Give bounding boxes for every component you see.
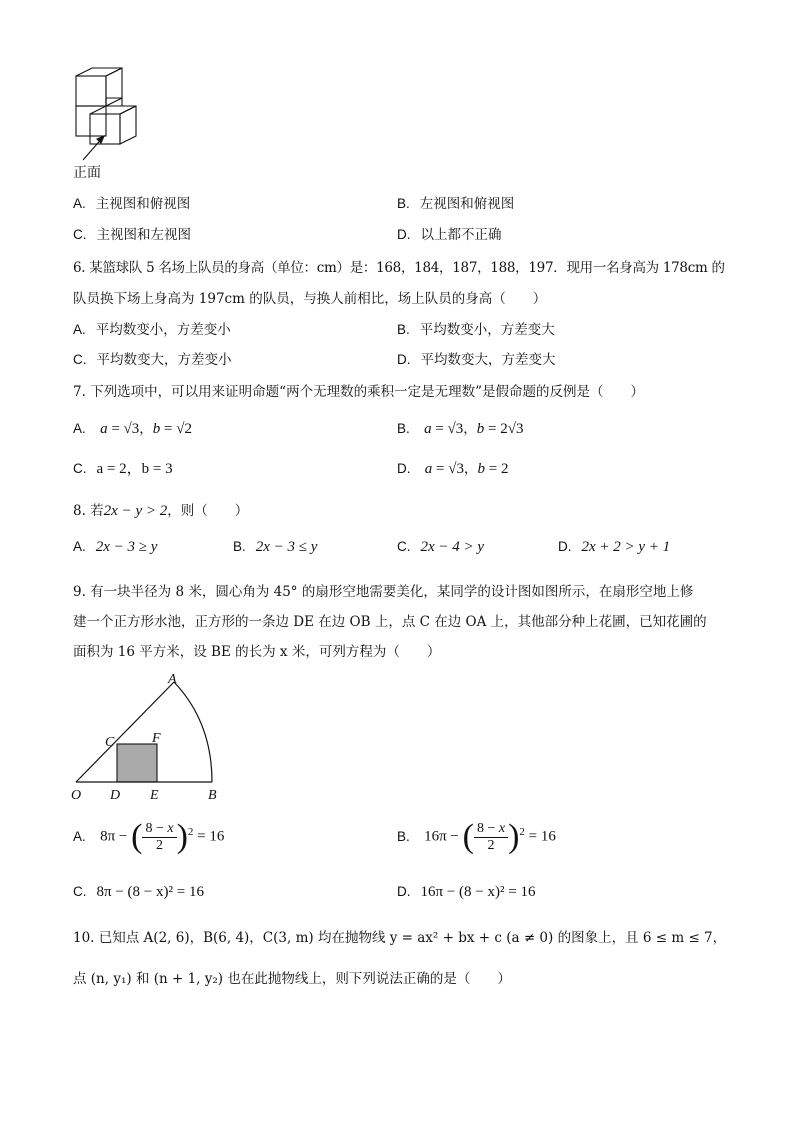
q9-option-d: D. 16π − (8 − x)² = 16 <box>397 884 536 900</box>
q8-option-a: A. 2x − 3 ≥ y <box>73 539 158 555</box>
q9-option-b: B. 16π − ( $\frac{8 - x}{2}$ )$^2$ = 16 <box>397 818 556 855</box>
q8-option-c: C. 2x − 4 > y <box>397 539 485 555</box>
q6-option-d: D. 平均数变大，方差变大 <box>397 352 556 368</box>
q8-stem: 8. 若2x − y > 2，则（ ） <box>73 503 249 519</box>
q6-option-c: C. 平均数变大，方差变小 <box>73 352 232 368</box>
q5-option-c: C. 主视图和左视图 <box>73 227 191 243</box>
q9-option-a: A. 8π − ( $\frac{8 - x}{2}$ )$^2$ = 16 <box>73 818 225 855</box>
q5-option-a: A. 主视图和俯视图 <box>73 196 191 212</box>
q5-option-b: B. 左视图和俯视图 <box>397 196 515 212</box>
q7-option-d: D. a = √3，b = 2 <box>397 461 509 477</box>
q8-option-d: D. 2x + 2 > y + 1 <box>558 539 671 555</box>
pond-square <box>117 744 157 782</box>
q5-option-d: D. 以上都不正确 <box>397 227 502 243</box>
q10-stem-line1: 10. 已知点 A(2, 6)，B(6, 4)，C(3, m) 均在抛物线 y = ax² + bx + c (a ≠ 0) 的图象上，且 6 ≤ m ≤ 7， <box>73 930 727 946</box>
q7-option-b: B. a = √3，b = 2√3 <box>397 421 524 437</box>
cube-figure <box>70 64 160 164</box>
label-d: D <box>110 788 121 803</box>
q9-stem-line1: 9. 有一块半径为 8 米，圆心角为 45° 的扇形空地需要美化，某同学的设计图如图所示，在扇形空地上修 <box>73 584 694 600</box>
q9-option-c: C. 8π − (8 − x)² = 16 <box>73 884 204 900</box>
q7-option-c: C. a = 2，b = 3 <box>73 461 173 477</box>
label-c: C <box>105 735 115 750</box>
q6-stem-line1: 6. 某篮球队 5 名场上队员的身高（单位：cm）是：168，184，187，188，197．现用一名身高为 178cm 的 <box>73 260 725 276</box>
sector-figure <box>66 670 226 806</box>
label-a: A <box>168 672 177 687</box>
label-b: B <box>208 788 217 803</box>
q9-stem-line2: 建一个正方形水池，正方形的一条边 DE 在边 OB 上，点 C 在边 OA 上，其他部分种上花圃，已知花圃的 <box>73 614 707 630</box>
label-o: O <box>71 788 82 803</box>
q7-stem: 7. 下列选项中，可以用来证明命题“两个无理数的乘积一定是无理数”是假命题的反例是（ ） <box>73 384 644 400</box>
q6-stem-line2: 队员换下场上身高为 197cm 的队员，与换人前相比，场上队员的身高（ ） <box>73 291 547 307</box>
q9-stem-line3: 面积为 16 平方米，设 BE 的长为 x 米，可列方程为（ ） <box>73 644 441 660</box>
label-e: E <box>150 788 159 803</box>
q10-stem-line2: 点 (n, y₁) 和 (n + 1, y₂) 也在此抛物线上，则下列说法正确的是（ ） <box>73 971 511 987</box>
q7-option-a: A. a = √3，b = √2 <box>73 421 192 437</box>
q6-option-a: A. 平均数变小，方差变小 <box>73 322 231 338</box>
front-label: 正面 <box>73 165 101 181</box>
q8-option-b: B. 2x − 3 ≤ y <box>233 539 318 555</box>
q6-option-b: B. 平均数变小，方差变大 <box>397 322 555 338</box>
label-f: F <box>152 731 161 746</box>
